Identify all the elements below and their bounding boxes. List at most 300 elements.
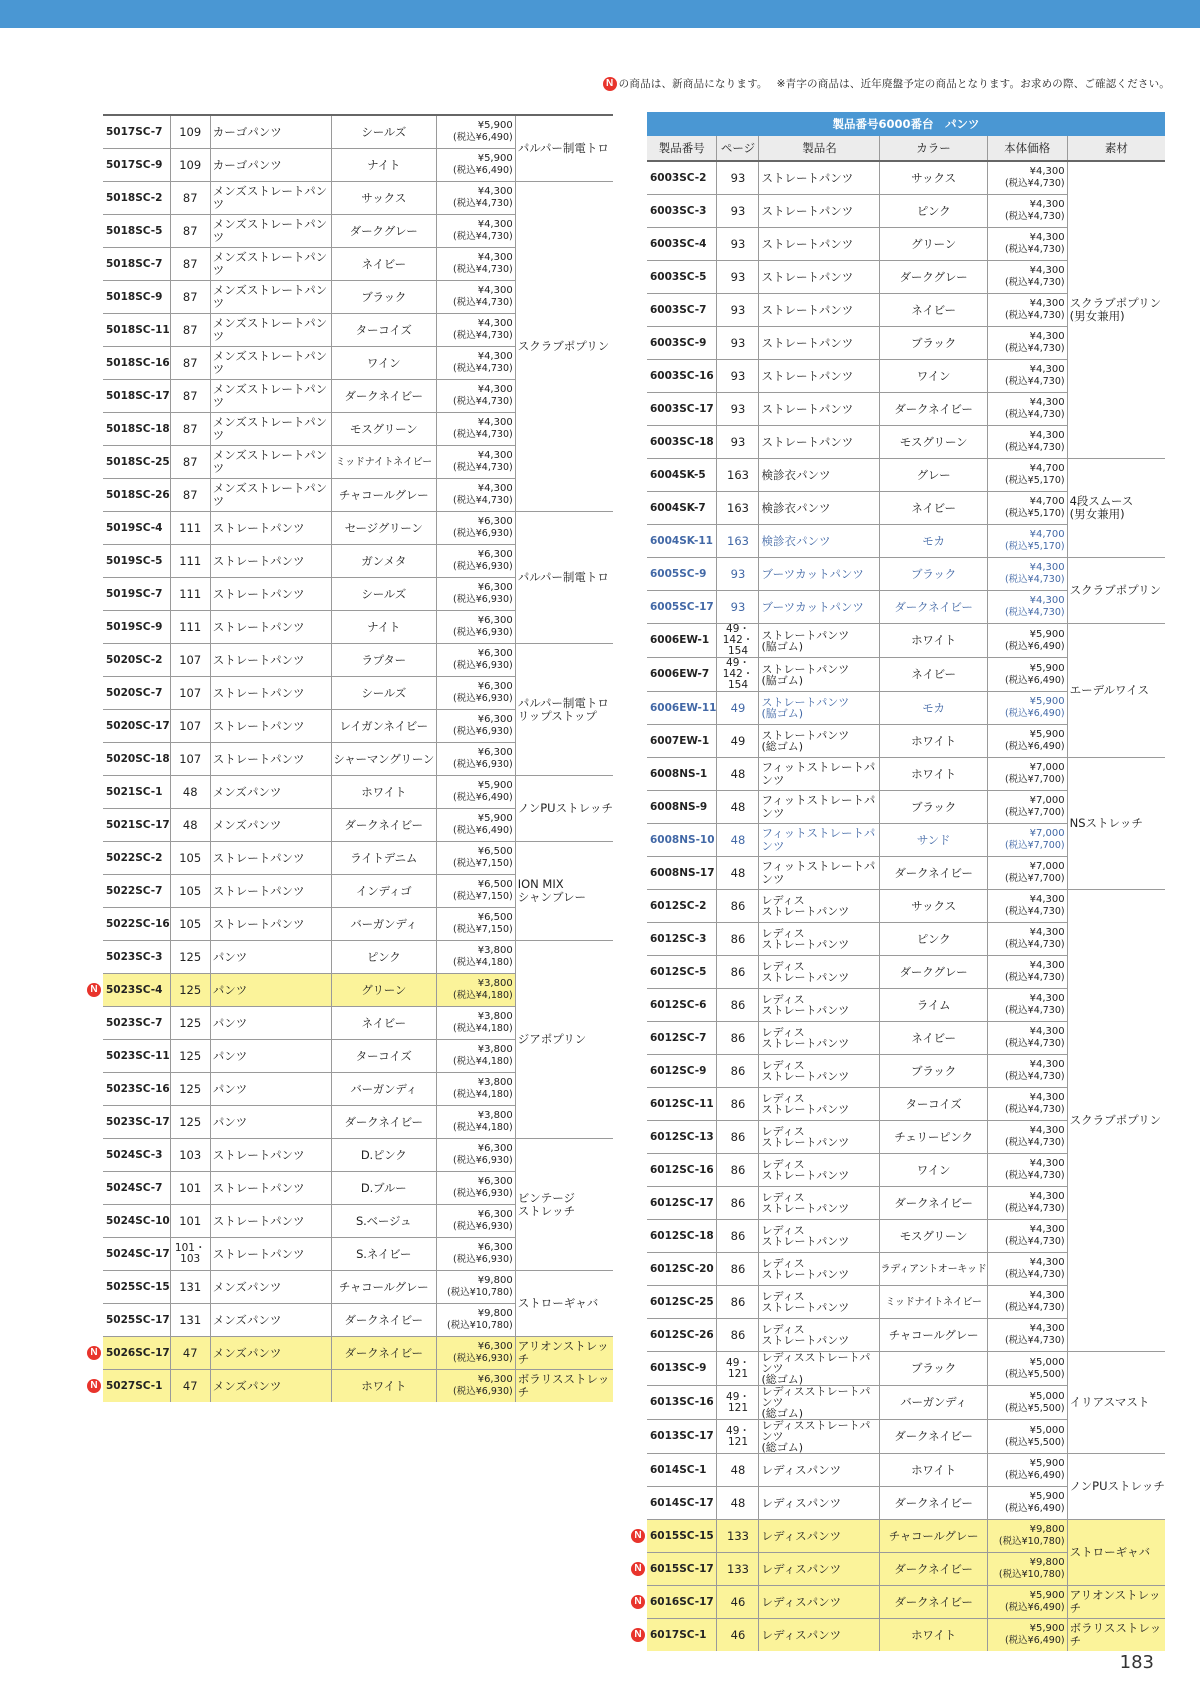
base-price: ¥7,000 (1029, 828, 1065, 839)
price-cell (436, 1073, 515, 1106)
price-cell (436, 908, 515, 941)
base-price: ¥4,300 (477, 351, 513, 362)
base-price: ¥4,300 (1029, 1290, 1065, 1301)
product-code: 6012SC-25 (650, 1295, 714, 1308)
tax-included-price: (税込¥4,730) (1004, 1203, 1065, 1214)
base-price: ¥5,900 (1029, 1590, 1065, 1601)
price-cell (987, 1420, 1067, 1454)
table-row (647, 1619, 1165, 1652)
product-code-cell (634, 1619, 717, 1652)
product-code: 6016SC-17 (650, 1595, 714, 1608)
product-code-cell (647, 393, 717, 426)
color-cell: シールズ (331, 115, 436, 149)
catalog-page-cell: 107 (170, 644, 210, 677)
color-cell: ブラック (880, 558, 987, 591)
tax-included-price: (税込¥4,730) (1004, 1005, 1065, 1016)
catalog-page-cell: 87 (170, 380, 210, 413)
catalog-page-cell: 107 (170, 710, 210, 743)
tax-included-price: (税込¥6,490) (1004, 1602, 1065, 1613)
base-price: ¥7,000 (1029, 795, 1065, 806)
product-code: 6006EW-7 (650, 668, 710, 680)
notice-discontinued-text: ※青字の商品は、近年廃盤予定の商品となります。お求めの際、ご確認ください。 (776, 78, 1170, 90)
catalog-page-cell: 125 (170, 974, 210, 1007)
product-code: 5024SC-7 (106, 1181, 163, 1194)
tax-included-price: (税込¥4,730) (1004, 310, 1065, 321)
product-name-cell: メンズストレートパンツ (210, 446, 331, 479)
price-cell (436, 842, 515, 875)
product-code: 5022SC-16 (106, 917, 170, 930)
tax-included-price: (税込¥4,180) (453, 1023, 513, 1034)
product-code-cell (647, 1286, 717, 1319)
product-code-cell (647, 591, 717, 624)
color-cell: S.ネイビー (331, 1238, 436, 1271)
color-cell: モスグリーン (880, 426, 987, 459)
product-code: 6008NS-17 (650, 866, 715, 879)
color-cell: ナイト (331, 149, 436, 182)
color-cell: S.ベージュ (331, 1205, 436, 1238)
product-code: 6012SC-13 (650, 1130, 714, 1143)
product-name-cell: メンズパンツ (210, 1337, 331, 1370)
tax-included-price: (税込¥7,150) (453, 891, 513, 902)
catalog-page-cell: 163 (717, 525, 759, 558)
column-header: 製品番号 (647, 136, 717, 161)
product-code-cell (647, 558, 717, 591)
base-price: ¥4,300 (477, 450, 513, 461)
product-code: 6012SC-9 (650, 1064, 707, 1077)
product-code-cell (103, 809, 170, 842)
tax-included-price: (税込¥4,730) (1004, 607, 1065, 618)
product-name-cell: レディス ストレートパンツ (759, 1187, 880, 1220)
color-cell: ブラック (880, 791, 987, 824)
product-code: 6004SK-5 (650, 468, 706, 481)
color-cell: モカ (880, 692, 987, 725)
product-code: 6008NS-9 (650, 800, 708, 813)
product-code-cell (103, 908, 170, 941)
product-code-cell (647, 758, 717, 791)
product-name-cell: ストレートパンツ (210, 1139, 331, 1172)
color-cell: バーガンディ (331, 908, 436, 941)
product-name-cell: レディス ストレートパンツ (759, 1286, 880, 1319)
product-code-cell (103, 743, 170, 776)
product-code: 5018SC-18 (106, 422, 170, 435)
price-cell (436, 1205, 515, 1238)
tax-included-price: (税込¥4,180) (453, 1089, 513, 1100)
material-cell: スクラブポプリン (515, 182, 613, 512)
product-code: 6004SK-7 (650, 501, 706, 514)
catalog-page-cell: 131 (170, 1271, 210, 1304)
product-name-cell: レディス ストレートパンツ (759, 1253, 880, 1286)
base-price: ¥4,300 (1029, 993, 1065, 1004)
product-code: 6003SC-2 (650, 171, 707, 184)
product-code: 5024SC-17 (106, 1247, 170, 1260)
product-code-cell (634, 1586, 717, 1619)
color-cell: ダークネイビー (880, 1420, 987, 1454)
material-cell: NSストレッチ (1067, 758, 1165, 890)
tax-included-price: (税込¥7,700) (1004, 840, 1065, 851)
product-name-cell: メンズストレートパンツ (210, 182, 331, 215)
base-price: ¥6,500 (477, 846, 513, 857)
product-code-cell (103, 1205, 170, 1238)
product-code-cell (647, 923, 717, 956)
color-cell: チェリーピンク (880, 1121, 987, 1154)
product-code: 5018SC-26 (106, 488, 170, 501)
base-price: ¥5,900 (477, 120, 513, 131)
catalog-page-cell: 105 (170, 842, 210, 875)
catalog-page-cell: 48 (170, 809, 210, 842)
table-row (103, 1370, 613, 1403)
base-price: ¥4,300 (1029, 265, 1065, 276)
material-cell: パルパー制電トロ (515, 115, 613, 182)
page-number: 183 (1119, 1652, 1154, 1673)
product-name-cell: ストレートパンツ (210, 743, 331, 776)
catalog-page-cell: 49・121 (717, 1352, 759, 1386)
base-price: ¥6,300 (477, 714, 513, 725)
tax-included-price: (税込¥4,730) (1004, 574, 1065, 585)
color-cell: シールズ (331, 677, 436, 710)
material-cell: ノンPUストレッチ (1067, 1454, 1165, 1520)
price-cell (436, 1007, 515, 1040)
color-cell: ダークグレー (880, 261, 987, 294)
price-cell (436, 479, 515, 512)
tax-included-price: (税込¥4,730) (453, 363, 513, 374)
color-cell: ダークネイビー (331, 1304, 436, 1337)
catalog-page-cell: 107 (170, 743, 210, 776)
product-code-cell (647, 857, 717, 890)
catalog-page-cell: 109 (170, 115, 210, 149)
product-name-cell: 検診衣パンツ (759, 492, 880, 525)
price-cell (987, 857, 1067, 890)
product-code: 5018SC-16 (106, 356, 170, 369)
tax-included-price: (税込¥7,150) (453, 858, 513, 869)
base-price: ¥4,300 (477, 186, 513, 197)
product-code-cell (103, 413, 170, 446)
tax-included-price: (税込¥6,930) (453, 759, 513, 770)
product-code: 5024SC-10 (106, 1214, 170, 1227)
catalog-page-cell: 103 (170, 1139, 210, 1172)
product-name-cell: 検診衣パンツ (759, 525, 880, 558)
product-code-cell (647, 459, 717, 492)
tax-included-price: (税込¥6,930) (453, 1221, 513, 1232)
product-name-cell: レディスパンツ (759, 1454, 880, 1487)
catalog-page-cell: 87 (170, 314, 210, 347)
color-cell: ミッドナイトネイビー (880, 1286, 987, 1319)
color-cell: チャコールグレー (331, 479, 436, 512)
color-cell: ピンク (880, 923, 987, 956)
base-price: ¥4,700 (1029, 463, 1065, 474)
product-code-cell (647, 426, 717, 459)
product-code-cell (103, 512, 170, 545)
product-code: 6006EW-11 (650, 701, 717, 714)
product-code-cell (103, 281, 170, 314)
tax-included-price: (税込¥5,500) (1004, 1402, 1065, 1414)
price-cell (987, 1055, 1067, 1088)
product-name-cell: ストレートパンツ (210, 545, 331, 578)
catalog-page-cell: 93 (717, 327, 759, 360)
price-cell (987, 1088, 1067, 1121)
base-price: ¥4,300 (1029, 1125, 1065, 1136)
color-cell: ダークネイビー (880, 1586, 987, 1619)
color-cell: ナイト (331, 611, 436, 644)
tax-included-price: (税込¥6,930) (453, 1254, 513, 1265)
catalog-page-cell: 93 (717, 228, 759, 261)
new-badge-icon: N (87, 983, 101, 997)
price-cell (987, 890, 1067, 923)
product-code-cell (634, 1553, 717, 1586)
catalog-page-cell: 163 (717, 459, 759, 492)
product-code-cell (647, 1487, 717, 1520)
product-code: 5018SC-9 (106, 290, 163, 303)
catalog-page-cell: 49・121 (717, 1386, 759, 1420)
top-color-bar (0, 0, 1200, 28)
tax-included-price: (税込¥4,730) (1004, 1038, 1065, 1049)
base-price: ¥4,300 (1029, 397, 1065, 408)
color-cell: ネイビー (880, 658, 987, 692)
product-name-cell: ストレートパンツ (総ゴム) (759, 725, 880, 758)
catalog-page-cell: 48 (717, 791, 759, 824)
product-code-cell (103, 347, 170, 380)
tax-included-price: (税込¥6,490) (1004, 640, 1065, 652)
table-row (647, 624, 1165, 658)
new-badge-icon: N (87, 1379, 101, 1393)
product-name-cell: ストレートパンツ (210, 578, 331, 611)
price-cell (436, 1040, 515, 1073)
tax-included-price: (税込¥4,180) (453, 990, 513, 1001)
product-code-cell (103, 1106, 170, 1139)
catalog-page-cell: 133 (717, 1520, 759, 1553)
price-cell (987, 1319, 1067, 1352)
tax-included-price: (税込¥4,730) (453, 198, 513, 209)
tax-included-price: (税込¥4,730) (1004, 939, 1065, 950)
price-cell (987, 956, 1067, 989)
product-name-cell: ストレートパンツ (210, 908, 331, 941)
base-price: ¥4,300 (1029, 364, 1065, 375)
price-cell (987, 791, 1067, 824)
price-cell (987, 195, 1067, 228)
base-price: ¥5,900 (1029, 729, 1065, 740)
base-price: ¥4,300 (477, 384, 513, 395)
product-code: 6008NS-10 (650, 833, 715, 846)
color-cell: ブラック (880, 327, 987, 360)
price-cell (436, 578, 515, 611)
catalog-page-cell: 49・142・154 (717, 624, 759, 658)
product-name-cell: ストレートパンツ (210, 512, 331, 545)
tax-included-price: (税込¥4,730) (1004, 906, 1065, 917)
price-cell (436, 545, 515, 578)
table-row (647, 459, 1165, 492)
catalog-page-cell: 93 (717, 294, 759, 327)
column-header: 素材 (1067, 136, 1165, 161)
catalog-page-cell: 48 (717, 758, 759, 791)
product-code: 5023SC-7 (106, 1016, 163, 1029)
color-cell: ネイビー (880, 1022, 987, 1055)
tax-included-price: (税込¥4,730) (1004, 1170, 1065, 1181)
tax-included-price: (税込¥4,730) (453, 495, 513, 506)
product-name-cell: レディスストレートパンツ (総ゴム) (759, 1386, 880, 1420)
product-code-cell (647, 1352, 717, 1386)
color-cell: ピンク (331, 941, 436, 974)
color-cell: ダークネイビー (331, 380, 436, 413)
product-name-cell: メンズストレートパンツ (210, 215, 331, 248)
product-code: 5018SC-7 (106, 257, 163, 270)
price-cell (436, 776, 515, 809)
catalog-page-cell: 101・103 (170, 1238, 210, 1271)
right-product-table (634, 112, 1165, 1651)
product-name-cell: ストレートパンツ (759, 161, 880, 195)
base-price: ¥4,300 (1029, 927, 1065, 938)
base-price: ¥4,300 (1029, 562, 1065, 573)
tax-included-price: (税込¥4,730) (1004, 1302, 1065, 1313)
price-cell (987, 1352, 1067, 1386)
base-price: ¥4,300 (1029, 1323, 1065, 1334)
catalog-page-cell: 48 (717, 1454, 759, 1487)
product-code-cell (647, 492, 717, 525)
product-code: 5020SC-17 (106, 719, 170, 732)
base-price: ¥5,000 (1029, 1356, 1065, 1368)
catalog-page-cell: 47 (170, 1370, 210, 1403)
product-name-cell: カーゴパンツ (210, 149, 331, 182)
color-cell: ワイン (880, 1154, 987, 1187)
catalog-page-cell: 93 (717, 558, 759, 591)
tax-included-price: (税込¥4,730) (1004, 1269, 1065, 1280)
base-price: ¥5,000 (1029, 1390, 1065, 1402)
catalog-page-cell: 86 (717, 1055, 759, 1088)
base-price: ¥4,700 (1029, 496, 1065, 507)
product-code: 5021SC-17 (106, 818, 170, 831)
product-code-cell (647, 1253, 717, 1286)
product-name-cell: ストレートパンツ (210, 644, 331, 677)
price-cell (436, 115, 515, 149)
product-code-cell (103, 1139, 170, 1172)
product-code-cell (647, 658, 717, 692)
color-cell: モカ (880, 525, 987, 558)
product-code-cell (647, 228, 717, 261)
price-cell (436, 941, 515, 974)
color-cell: ブラック (880, 1055, 987, 1088)
product-name-cell: パンツ (210, 1073, 331, 1106)
product-code: 6014SC-1 (650, 1463, 707, 1476)
color-cell: ダークネイビー (331, 809, 436, 842)
tax-included-price: (税込¥7,700) (1004, 774, 1065, 785)
color-cell: シャーマングリーン (331, 743, 436, 776)
color-cell: グレー (880, 459, 987, 492)
table-row (647, 1454, 1165, 1487)
product-code: 6005SC-9 (650, 567, 707, 580)
product-name-cell: ストレートパンツ (210, 1172, 331, 1205)
catalog-page-cell: 49 (717, 725, 759, 758)
tax-included-price: (税込¥6,490) (1004, 674, 1065, 686)
material-cell: ビンテージ ストレッチ (515, 1139, 613, 1271)
product-name-cell: レディスパンツ (759, 1553, 880, 1586)
color-cell: ブラック (880, 1352, 987, 1386)
table-row (647, 1586, 1165, 1619)
base-price: ¥5,900 (477, 813, 513, 824)
base-price: ¥5,000 (1029, 1424, 1065, 1436)
price-cell (987, 393, 1067, 426)
color-cell: ホワイト (331, 1370, 436, 1403)
product-code: 6003SC-5 (650, 270, 707, 283)
color-cell: ネイビー (880, 492, 987, 525)
price-cell (987, 989, 1067, 1022)
color-cell: サックス (880, 161, 987, 195)
product-code-cell (647, 989, 717, 1022)
color-cell: ダークグレー (331, 215, 436, 248)
price-cell (436, 446, 515, 479)
price-cell (987, 1121, 1067, 1154)
color-cell: ターコイズ (880, 1088, 987, 1121)
catalog-page-cell: 87 (170, 281, 210, 314)
base-price: ¥3,800 (477, 1044, 513, 1055)
catalog-page-cell: 48 (717, 824, 759, 857)
catalog-page-cell: 48 (717, 857, 759, 890)
product-name-cell: メンズパンツ (210, 776, 331, 809)
tax-included-price: (税込¥5,500) (1004, 1436, 1065, 1448)
product-name-cell: ストレートパンツ (759, 426, 880, 459)
product-code: 5018SC-25 (106, 455, 170, 468)
product-name-cell: メンズストレートパンツ (210, 281, 331, 314)
product-code-cell (103, 545, 170, 578)
color-cell: セージグリーン (331, 512, 436, 545)
catalog-page-cell: 107 (170, 677, 210, 710)
color-cell: ダークネイビー (880, 1553, 987, 1586)
new-badge-icon: N (603, 77, 617, 91)
material-cell: イリアスマスト (1067, 1352, 1165, 1454)
color-cell: ターコイズ (331, 1040, 436, 1073)
product-code-cell (103, 710, 170, 743)
product-name-cell: ストレートパンツ (759, 294, 880, 327)
catalog-page-cell: 93 (717, 426, 759, 459)
base-price: ¥4,300 (477, 219, 513, 230)
color-cell: バーガンディ (331, 1073, 436, 1106)
base-price: ¥4,300 (477, 318, 513, 329)
product-code-cell (90, 974, 170, 1007)
product-code-cell (103, 644, 170, 677)
catalog-page-cell: 93 (717, 591, 759, 624)
product-code: 6012SC-7 (650, 1031, 707, 1044)
price-cell (987, 1520, 1067, 1553)
product-code-cell (103, 115, 170, 149)
product-name-cell: ブーツカットパンツ (759, 591, 880, 624)
product-name-cell: レディスパンツ (759, 1619, 880, 1652)
color-cell: ホワイト (880, 1454, 987, 1487)
price-cell (987, 1386, 1067, 1420)
catalog-page-cell: 86 (717, 1154, 759, 1187)
base-price: ¥7,000 (1029, 762, 1065, 773)
catalog-page-cell: 47 (170, 1337, 210, 1370)
catalog-page-cell: 86 (717, 1220, 759, 1253)
catalog-page-cell: 125 (170, 1106, 210, 1139)
table-row (103, 1139, 613, 1172)
tax-included-price: (税込¥7,150) (453, 924, 513, 935)
color-cell: ネイビー (880, 294, 987, 327)
price-cell (436, 644, 515, 677)
catalog-page-cell: 87 (170, 215, 210, 248)
catalog-page-cell: 86 (717, 1022, 759, 1055)
base-price: ¥6,300 (477, 549, 513, 560)
tax-included-price: (税込¥4,730) (1004, 1104, 1065, 1115)
product-name-cell: メンズストレートパンツ (210, 380, 331, 413)
product-code: 6012SC-18 (650, 1229, 714, 1242)
product-name-cell: レディス ストレートパンツ (759, 890, 880, 923)
product-name-cell: ストレートパンツ (759, 327, 880, 360)
base-price: ¥5,900 (1029, 628, 1065, 640)
price-cell (436, 1370, 515, 1403)
product-name-cell: ストレートパンツ (759, 360, 880, 393)
product-code-cell (90, 1337, 170, 1370)
catalog-page-cell: 86 (717, 923, 759, 956)
catalog-page-cell: 86 (717, 989, 759, 1022)
base-price: ¥5,900 (1029, 696, 1065, 707)
product-name-cell: パンツ (210, 1106, 331, 1139)
